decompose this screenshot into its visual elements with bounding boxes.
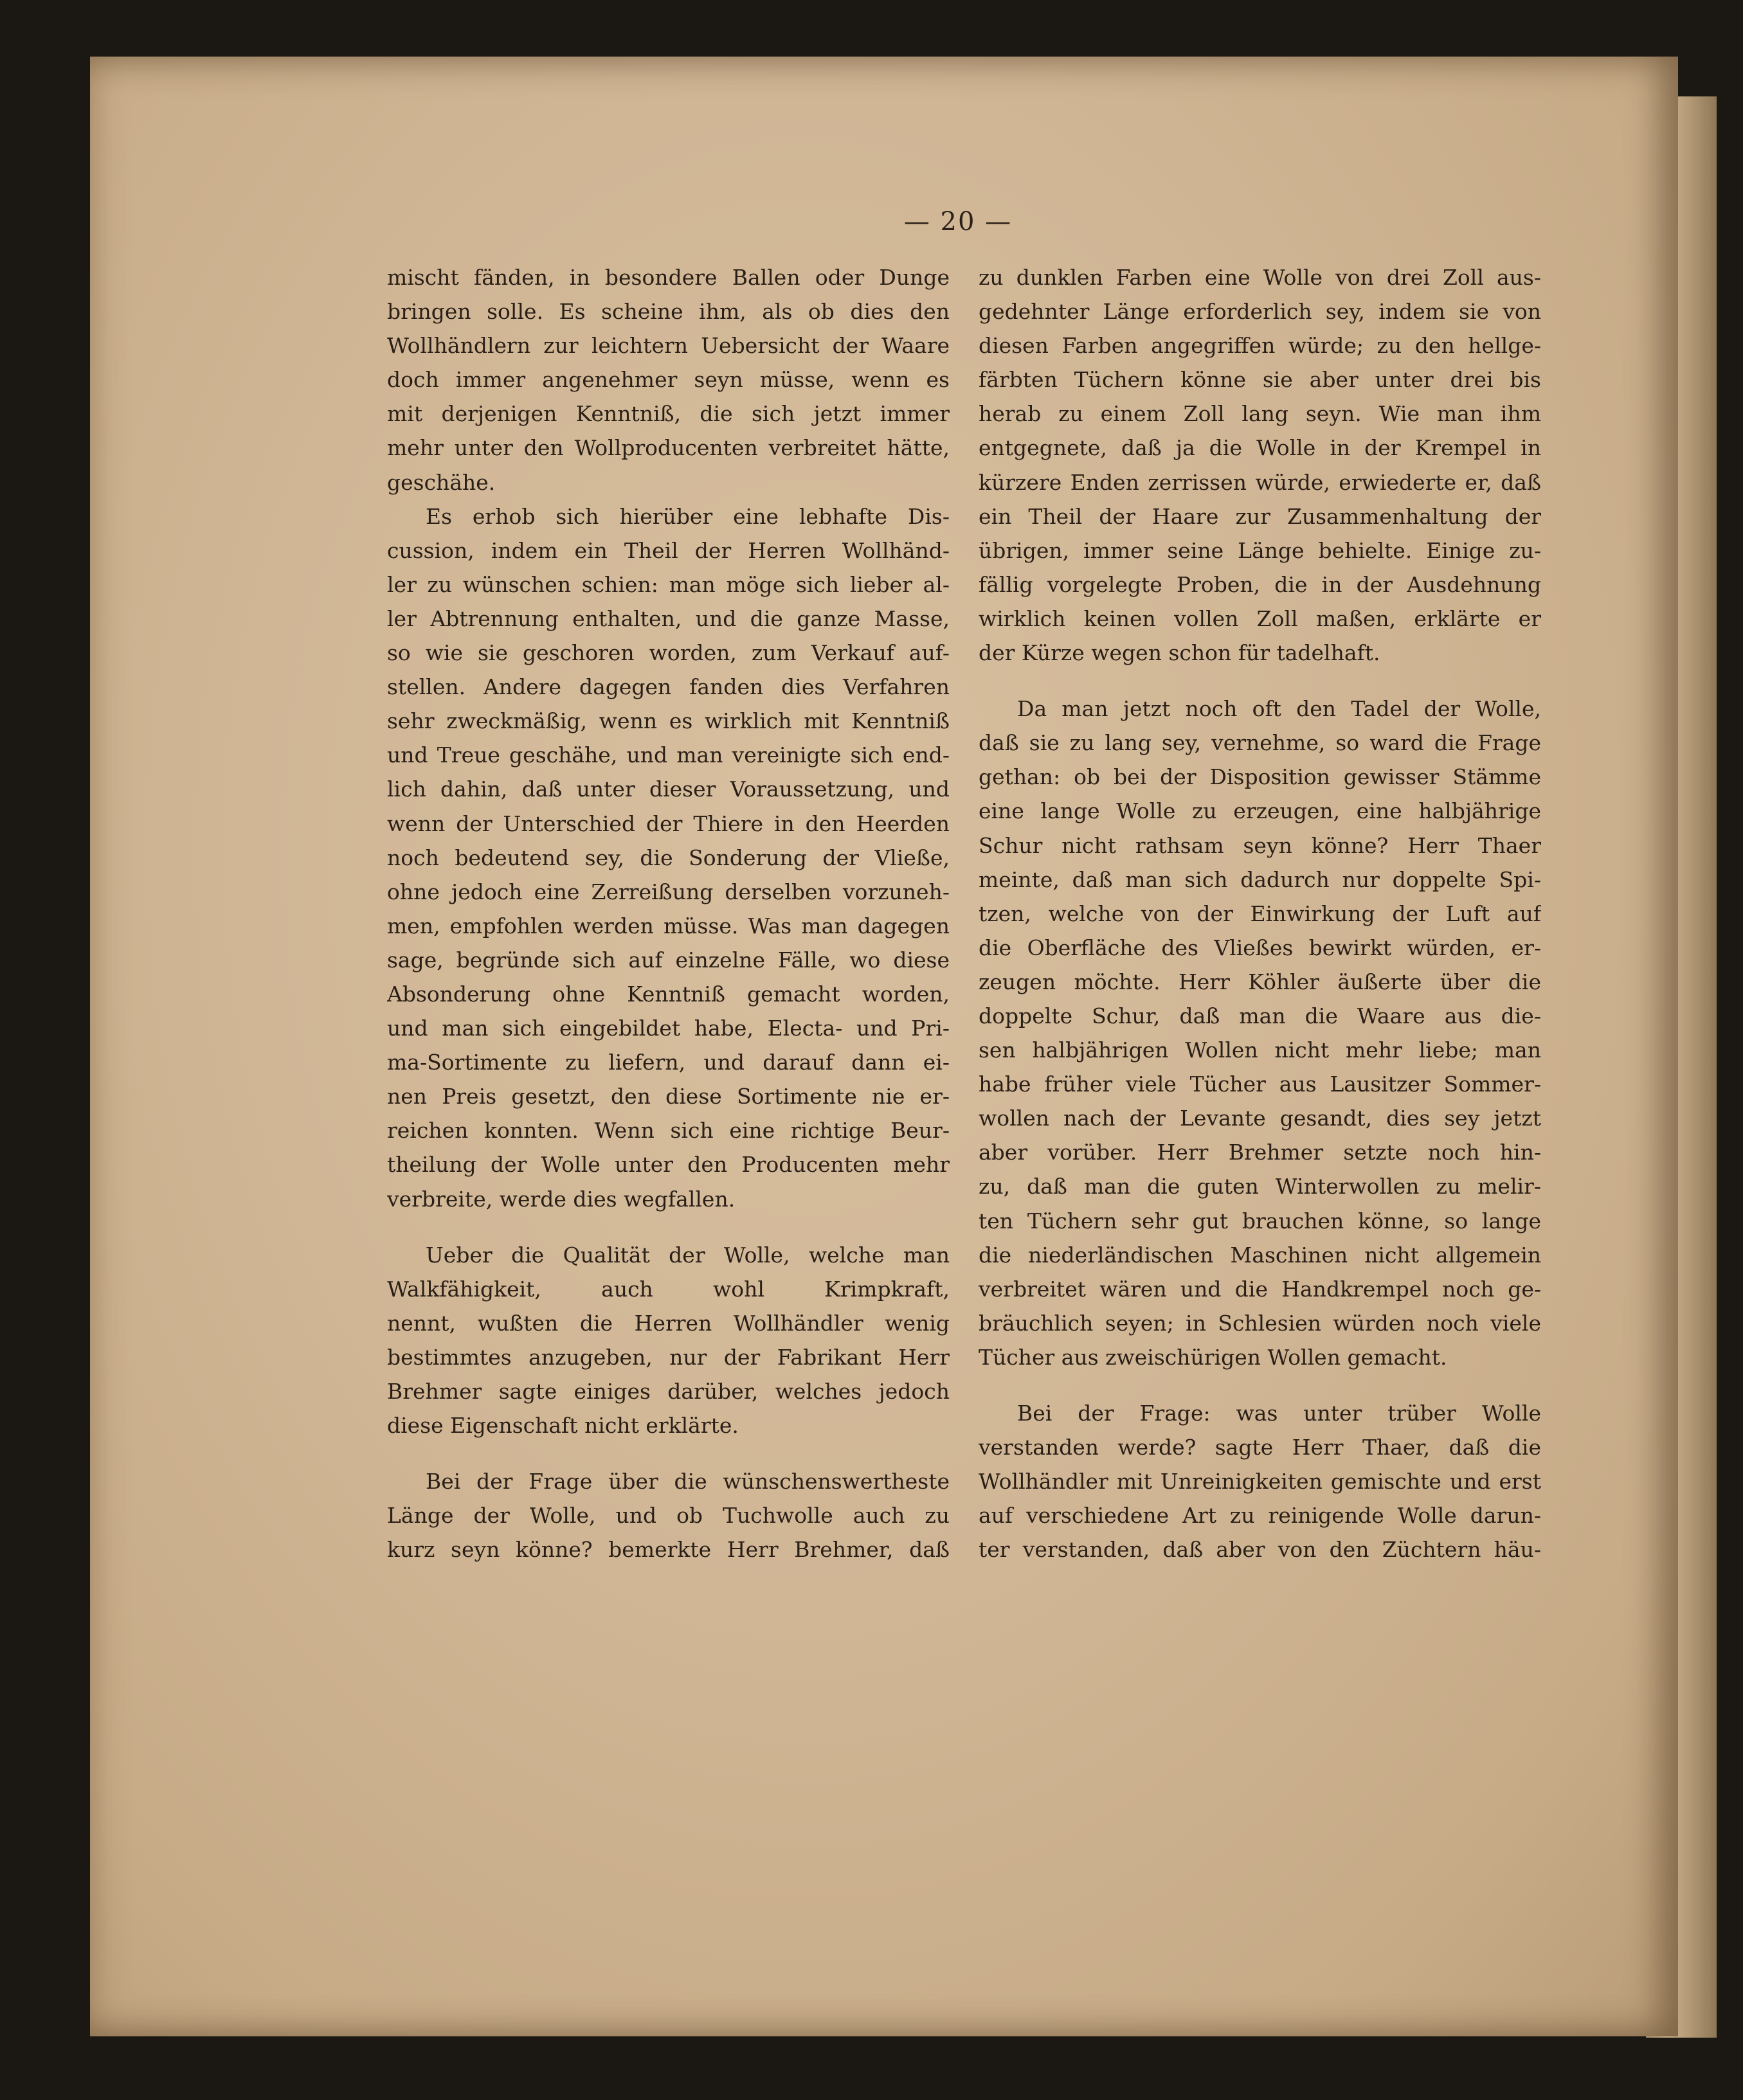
text-line: ohne jedoch eine Zerreißung derselben vorzuneh- xyxy=(387,879,950,904)
text-line: mischt fänden, in besondere Ballen oder Dunge xyxy=(387,265,950,290)
text-line: ein Theil der Haare zur Zusammenhaltung der xyxy=(979,503,1541,529)
text-line: bräuchlich seyen; in Schlesien würden noch viele xyxy=(979,1310,1541,1336)
text-line: auf verschiedene Art zu reinigende Wolle darun- xyxy=(979,1503,1541,1529)
text-line: die Oberfläche des Vließes bewirkt würden, er- xyxy=(979,935,1541,960)
text-line: die niederländischen Maschinen nicht allgemein xyxy=(979,1242,1541,1268)
text-line: wollen nach der Levante gesandt, dies sey jetzt xyxy=(979,1106,1541,1131)
text-line: noch bedeutend sey, die Sonderung der Vließe, xyxy=(387,845,950,870)
text-line: diesen Farben angegriffen würde; zu den hellge- xyxy=(979,333,1541,359)
text-line: herab zu einem Zoll lang seyn. Wie man ihm xyxy=(979,401,1541,427)
paragraph xyxy=(387,1238,950,1443)
text-line: nen Preis gesetzt, den diese Sortimente nie er- xyxy=(387,1084,950,1109)
paragraph xyxy=(387,260,950,499)
paragraph xyxy=(387,499,950,1216)
text-line: der Kürze wegen schon für tadelhaft. xyxy=(979,640,1380,666)
text-line: diese Eigenschaft nicht erklärte. xyxy=(387,1413,739,1439)
text-line: verstanden werde? sagte Herr Thaer, daß die xyxy=(979,1435,1541,1460)
text-line: tzen, welche von der Einwirkung der Luft auf xyxy=(979,901,1541,926)
text-line: wenn der Unterschied der Thiere in den Heerden xyxy=(387,811,950,836)
text-line: so wie sie geschoren worden, zum Verkauf auf- xyxy=(387,640,950,666)
text-line: bringen solle. Es scheine ihm, als ob dies den xyxy=(387,299,950,325)
text-line: eine lange Wolle zu erzeugen, eine halbjährige xyxy=(979,798,1541,824)
text-line: sen halbjährigen Wollen nicht mehr liebe; man xyxy=(979,1037,1541,1063)
text-line: reichen konnten. Wenn sich eine richtige Beur- xyxy=(387,1118,950,1144)
text-line: habe früher viele Tücher aus Lausitzer Sommer- xyxy=(979,1072,1541,1097)
text-line: Es erhob sich hierüber eine lebhafte Dis- xyxy=(426,503,950,529)
text-line: ten Tüchern sehr gut brauchen könne, so lange xyxy=(979,1208,1541,1234)
text-line: gethan: ob bei der Disposition gewisser Stämme xyxy=(979,764,1541,790)
text-line: verbreitet wären und die Handkrempel noch ge- xyxy=(979,1276,1541,1302)
text-line: und man sich eingebildet habe, Electa- und Pri- xyxy=(387,1016,950,1041)
text-line: Brehmer sagte einiges darüber, welches jedoch xyxy=(387,1379,950,1404)
text-line: zu, daß man die guten Winterwollen zu melir- xyxy=(979,1174,1541,1199)
text-line: übrigen, immer seine Länge behielte. Einige zu- xyxy=(979,537,1541,563)
text-line: Wollhändlern zur leichtern Uebersicht der Waare xyxy=(387,333,950,359)
text-line: Absonderung ohne Kenntniß gemacht worden, xyxy=(387,981,950,1007)
text-line: meinte, daß man sich dadurch nur doppelte Spi- xyxy=(979,866,1541,892)
paragraph xyxy=(979,1396,1541,1566)
text-line: Ueber die Qualität der Wolle, welche man xyxy=(426,1242,950,1268)
text-line: geschähe. xyxy=(387,469,496,495)
text-line: ler zu wünschen schien: man möge sich lieber al- xyxy=(387,571,950,597)
text-line: cussion, indem ein Theil der Herren Wollhänd- xyxy=(387,537,950,563)
text-line: daß sie zu lang sey, vernehme, so ward die Frage xyxy=(979,730,1541,756)
text-line: gedehnter Länge erforderlich sey, indem sie von xyxy=(979,299,1541,325)
paragraph xyxy=(979,692,1541,1374)
text-line: lich dahin, daß unter dieser Voraussetzung, und xyxy=(387,776,950,802)
text-line: stellen. Andere dagegen fanden dies Verfahren xyxy=(387,674,950,700)
text-line: Tücher aus zweischürigen Wollen gemacht. xyxy=(979,1344,1447,1370)
text-line: aber vorüber. Herr Brehmer setzte noch hin- xyxy=(979,1140,1541,1165)
text-line: doch immer angenehmer seyn müsse, wenn es xyxy=(387,367,950,393)
text-line: fällig vorgelegte Proben, die in der Ausdehnung xyxy=(979,571,1541,597)
text-line: ler Abtrennung enthalten, und die ganze Masse, xyxy=(387,606,950,631)
text-line: färbten Tüchern könne sie aber unter drei bis xyxy=(979,367,1541,393)
text-line: nennt, wußten die Herren Wollhändler wenig xyxy=(387,1310,950,1336)
text-line: kürzere Enden zerrissen würde, erwiederte er, daß xyxy=(979,469,1541,495)
text-line: mehr unter den Wollproducenten verbreitet hätte, xyxy=(387,435,950,461)
left-column xyxy=(387,260,950,1566)
text-line: theilung der Wolle unter den Producenten mehr xyxy=(387,1152,950,1178)
text-line: sehr zweckmäßig, wenn es wirklich mit Kenntniß xyxy=(387,708,950,734)
text-line: kurz seyn könne? bemerkte Herr Brehmer, daß xyxy=(387,1537,950,1563)
text-line: und Treue geschähe, und man vereinigte sich end- xyxy=(387,742,950,768)
text-line: Bei der Frage über die wünschenswertheste xyxy=(426,1469,950,1494)
text-line: men, empfohlen werden müsse. Was man dagegen xyxy=(387,913,950,938)
paragraph xyxy=(387,1464,950,1566)
text-line: ma-Sortimente zu liefern, und darauf dann ei- xyxy=(387,1050,950,1075)
page-number: — 20 — xyxy=(903,207,1013,237)
text-line: doppelte Schur, daß man die Waare aus die- xyxy=(979,1003,1541,1028)
text-line: Wollhändler mit Unreinigkeiten gemischte und erst xyxy=(979,1469,1541,1494)
text-line: Da man jetzt noch oft den Tadel der Wolle, xyxy=(1017,696,1541,722)
text-line: entgegnete, daß ja die Wolle in der Krempel in xyxy=(979,435,1541,461)
text-line: Walkfähigkeit, auch wohl Krimpkraft, xyxy=(387,1276,950,1302)
text-line: zu dunklen Farben eine Wolle von drei Zoll aus- xyxy=(979,265,1541,290)
text-line: zeugen möchte. Herr Köhler äußerte über die xyxy=(979,969,1541,994)
text-line: verbreite, werde dies wegfallen. xyxy=(387,1186,736,1212)
text-line: Länge der Wolle, und ob Tuchwolle auch zu xyxy=(387,1503,950,1529)
text-line: mit derjenigen Kenntniß, die sich jetzt immer xyxy=(387,401,950,427)
text-line: Bei der Frage: was unter trüber Wolle xyxy=(1017,1401,1541,1426)
paragraph xyxy=(979,260,1541,670)
text-line: ter verstanden, daß aber von den Züchtern häu- xyxy=(979,1537,1541,1563)
text-line: Schur nicht rathsam seyn könne? Herr Thaer xyxy=(979,832,1541,858)
text-line: sage, begründe sich auf einzelne Fälle, wo diese xyxy=(387,947,950,973)
text-line: wirklich keinen vollen Zoll maßen, erklärte er xyxy=(979,606,1541,631)
text-line: bestimmtes anzugeben, nur der Fabrikant Herr xyxy=(387,1344,950,1370)
right-column xyxy=(979,260,1541,1566)
